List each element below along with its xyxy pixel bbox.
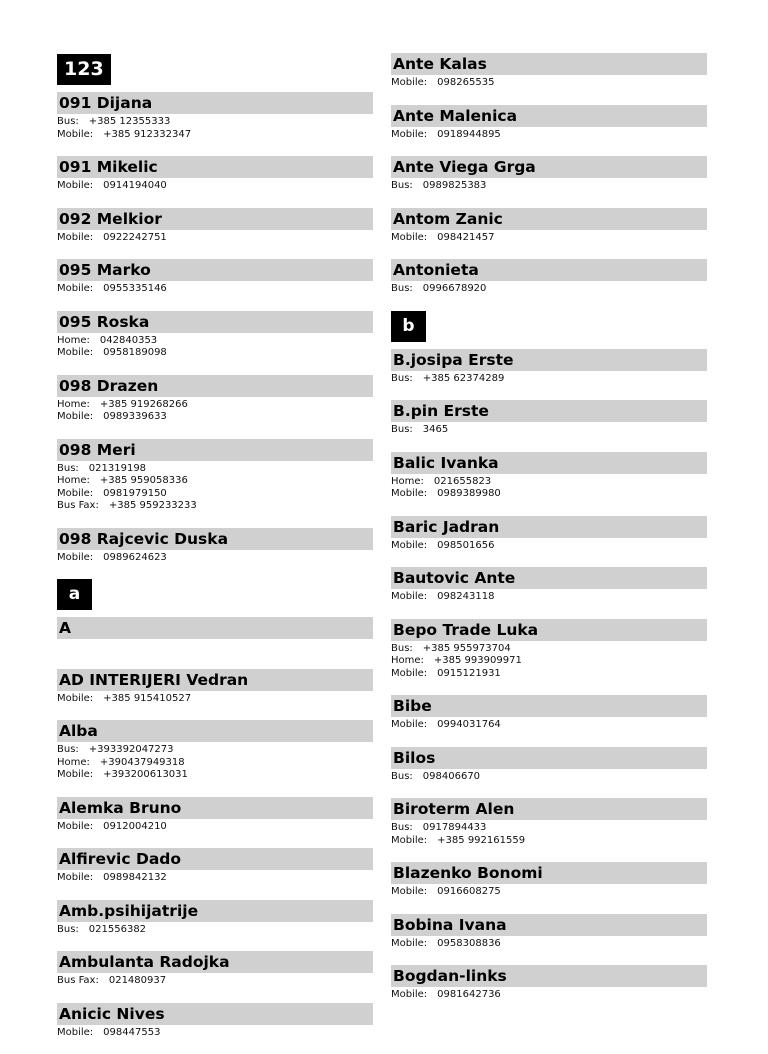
contact-detail-line bbox=[391, 540, 707, 553]
phone-number: 0915121931 bbox=[437, 667, 501, 679]
contact-detail-line bbox=[57, 1027, 373, 1040]
contact-name: 095 Marko bbox=[57, 259, 373, 281]
phone-number: 0994031764 bbox=[437, 719, 501, 730]
contact-detail-line bbox=[57, 411, 373, 424]
contact-name: Balic Ivanka bbox=[391, 452, 707, 474]
contact-entry bbox=[391, 965, 707, 1002]
section-header-b: b bbox=[391, 311, 426, 342]
contact-detail-line bbox=[57, 693, 373, 706]
contact-entry bbox=[57, 156, 373, 193]
contact-detail-line bbox=[57, 463, 373, 476]
contact-details bbox=[57, 114, 373, 141]
contact-name: Ante Malenica bbox=[391, 105, 707, 127]
contact-details bbox=[57, 230, 373, 245]
contact-details bbox=[57, 870, 373, 885]
contact-detail-line bbox=[391, 591, 707, 604]
contact-detail-line bbox=[391, 373, 707, 386]
phone-label: Mobile: bbox=[391, 77, 428, 88]
contact-entry bbox=[57, 617, 373, 654]
phone-number: +393392047273 bbox=[88, 744, 174, 755]
contact-details bbox=[391, 474, 707, 501]
phone-label: Mobile: bbox=[57, 1026, 94, 1038]
contact-entry bbox=[57, 528, 373, 565]
contact-detail-line bbox=[57, 757, 373, 770]
phone-number: 0958189098 bbox=[103, 347, 167, 358]
phone-label: Bus: bbox=[57, 744, 79, 755]
contact-detail-line bbox=[391, 77, 707, 90]
contact-detail-line bbox=[391, 771, 707, 784]
phone-label: Mobile: bbox=[391, 834, 428, 846]
phone-label: Mobile: bbox=[57, 283, 94, 294]
phone-label: Home: bbox=[57, 756, 90, 768]
phone-label: Home: bbox=[57, 475, 90, 486]
contact-name: A bbox=[57, 617, 373, 639]
contact-details bbox=[391, 538, 707, 553]
contact-details bbox=[391, 641, 707, 681]
contact-detail-line bbox=[57, 283, 373, 296]
contact-entry bbox=[57, 797, 373, 834]
phone-label: Home: bbox=[391, 655, 424, 666]
phone-number: +385 955973704 bbox=[422, 642, 511, 654]
contact-detail-line bbox=[391, 719, 707, 732]
phone-number: 0922242751 bbox=[103, 231, 167, 243]
contact-details bbox=[57, 397, 373, 424]
phone-label: Home: bbox=[57, 398, 90, 410]
contact-entry bbox=[391, 695, 707, 732]
contact-detail-line bbox=[57, 129, 373, 142]
left-column bbox=[57, 54, 373, 1054]
phone-label: Bus: bbox=[391, 770, 413, 782]
phone-label: Mobile: bbox=[391, 231, 428, 243]
phone-label: Mobile: bbox=[57, 551, 94, 563]
phone-number: 021655823 bbox=[433, 475, 492, 487]
phone-label: Mobile: bbox=[57, 692, 94, 704]
contact-details bbox=[391, 230, 707, 245]
contact-name: Ante Kalas bbox=[391, 53, 707, 75]
phone-number: +393200613031 bbox=[103, 769, 188, 780]
contact-detail-line bbox=[391, 129, 707, 142]
contact-detail-line bbox=[57, 180, 373, 193]
contact-entry bbox=[391, 798, 707, 847]
phone-label: Mobile: bbox=[391, 719, 428, 730]
phone-number: 0917894433 bbox=[422, 822, 487, 833]
phone-label: Mobile: bbox=[391, 989, 428, 1000]
contact-detail-line bbox=[391, 283, 707, 296]
contact-name: Alba bbox=[57, 720, 373, 742]
contact-name: Baric Jadran bbox=[391, 516, 707, 538]
contact-details bbox=[57, 333, 373, 360]
contact-detail-line bbox=[391, 488, 707, 501]
contact-entry bbox=[391, 862, 707, 899]
phone-label: Mobile: bbox=[391, 937, 428, 949]
phone-label: Bus: bbox=[57, 923, 79, 935]
contact-detail-line bbox=[57, 347, 373, 360]
contact-details bbox=[391, 281, 707, 296]
phone-label: Mobile: bbox=[391, 667, 428, 679]
contact-detail-line bbox=[57, 552, 373, 565]
contact-detail-line bbox=[57, 232, 373, 245]
phone-label: Bus: bbox=[57, 462, 79, 474]
contact-name: Bepo Trade Luka bbox=[391, 619, 707, 641]
contact-name: Anicic Nives bbox=[57, 1003, 373, 1025]
phone-label: Mobile: bbox=[57, 231, 94, 243]
phone-label: Mobile: bbox=[391, 886, 428, 897]
phone-label: Mobile: bbox=[391, 591, 428, 602]
contact-entry bbox=[57, 848, 373, 885]
contact-name: Antonieta bbox=[391, 259, 707, 281]
phone-label: Bus: bbox=[391, 283, 413, 294]
contact-entry bbox=[391, 914, 707, 951]
phone-number: +385 919268266 bbox=[99, 398, 188, 410]
contact-entry bbox=[57, 259, 373, 296]
contact-entry bbox=[391, 400, 707, 437]
phone-number: 0989389980 bbox=[437, 488, 501, 499]
phone-number: 098447553 bbox=[103, 1026, 161, 1038]
contact-details bbox=[391, 422, 707, 437]
contact-detail-line bbox=[391, 655, 707, 668]
phone-label: Bus: bbox=[57, 116, 79, 127]
contact-name: 091 Dijana bbox=[57, 92, 373, 114]
contact-entry bbox=[391, 516, 707, 553]
contact-detail-line bbox=[391, 643, 707, 656]
contact-detail-line bbox=[391, 232, 707, 245]
phone-number: 0912004210 bbox=[103, 820, 167, 832]
contact-entry bbox=[57, 375, 373, 424]
phone-number: 021556382 bbox=[88, 923, 147, 935]
phone-label: Mobile: bbox=[391, 488, 428, 499]
contact-detail-line bbox=[391, 989, 707, 1002]
contact-name: Bautovic Ante bbox=[391, 567, 707, 589]
phone-label: Mobile: bbox=[57, 487, 94, 499]
contact-entry bbox=[57, 439, 373, 513]
phone-number: +385 992161559 bbox=[437, 834, 526, 846]
contact-entry bbox=[57, 720, 373, 782]
contact-details bbox=[391, 884, 707, 899]
contact-details bbox=[57, 691, 373, 706]
contact-detail-line bbox=[391, 886, 707, 899]
contact-details bbox=[391, 987, 707, 1002]
phone-label: Mobile: bbox=[57, 769, 94, 780]
section-header-123: 123 bbox=[57, 54, 111, 85]
phone-number: 021319198 bbox=[88, 462, 147, 474]
phone-number: 098501656 bbox=[437, 539, 495, 551]
contact-details bbox=[391, 717, 707, 732]
phone-number: 098406670 bbox=[422, 770, 481, 782]
contact-detail-line bbox=[57, 744, 373, 757]
phone-number: 0989825383 bbox=[422, 180, 487, 191]
contact-detail-line bbox=[57, 924, 373, 937]
contact-entry bbox=[391, 567, 707, 604]
phone-number: 0981979150 bbox=[103, 487, 167, 499]
contact-detail-line bbox=[391, 822, 707, 835]
contact-details bbox=[57, 639, 373, 654]
contact-details bbox=[391, 820, 707, 847]
contact-name: 092 Melkior bbox=[57, 208, 373, 230]
contact-entry bbox=[391, 156, 707, 193]
contact-details bbox=[57, 178, 373, 193]
phone-label: Bus: bbox=[391, 424, 413, 435]
contact-detail-line bbox=[57, 500, 373, 513]
phone-number: 042840353 bbox=[99, 334, 158, 346]
contact-name: Biroterm Alen bbox=[391, 798, 707, 820]
section-header-a: a bbox=[57, 579, 92, 610]
phone-number: +385 959058336 bbox=[99, 475, 188, 486]
contact-detail-line bbox=[57, 475, 373, 488]
contact-detail-line bbox=[57, 975, 373, 988]
phone-label: Bus Fax: bbox=[57, 500, 99, 511]
contact-entry bbox=[57, 900, 373, 937]
contact-details bbox=[391, 769, 707, 784]
phone-label: Home: bbox=[391, 475, 424, 487]
contact-name: Bibe bbox=[391, 695, 707, 717]
phone-number: 0996678920 bbox=[422, 283, 487, 294]
phone-label: Mobile: bbox=[57, 820, 94, 832]
contact-detail-line bbox=[57, 488, 373, 501]
contact-details bbox=[391, 75, 707, 90]
phone-number: 0916608275 bbox=[437, 886, 501, 897]
contact-name: Alfirevic Dado bbox=[57, 848, 373, 870]
contact-details bbox=[57, 550, 373, 565]
contact-entry bbox=[391, 349, 707, 386]
phone-label: Mobile: bbox=[57, 128, 94, 140]
contact-name: Ante Viega Grga bbox=[391, 156, 707, 178]
contact-details bbox=[57, 742, 373, 782]
phone-number: +385 62374289 bbox=[422, 372, 505, 384]
phone-number: 0989339633 bbox=[103, 411, 167, 422]
phone-number: 0914194040 bbox=[103, 180, 167, 191]
contact-entry bbox=[391, 259, 707, 296]
contact-entry bbox=[391, 105, 707, 142]
contact-name: Blazenko Bonomi bbox=[391, 862, 707, 884]
phone-label: Mobile: bbox=[391, 539, 428, 551]
contact-details bbox=[391, 127, 707, 142]
contact-entry bbox=[57, 92, 373, 141]
phone-number: 098265535 bbox=[437, 77, 495, 88]
contact-name: Bilos bbox=[391, 747, 707, 769]
contact-name: AD INTERIJERI Vedran bbox=[57, 669, 373, 691]
contact-name: B.josipa Erste bbox=[391, 349, 707, 371]
contact-details bbox=[57, 973, 373, 988]
contact-detail-line bbox=[391, 476, 707, 489]
contact-details bbox=[57, 461, 373, 513]
phone-number: +385 959233233 bbox=[108, 500, 197, 511]
contact-entry bbox=[57, 208, 373, 245]
phone-number: 0989624623 bbox=[103, 551, 167, 563]
contact-name: Bogdan-links bbox=[391, 965, 707, 987]
contact-name: 098 Rajcevic Duska bbox=[57, 528, 373, 550]
contact-detail-line bbox=[57, 335, 373, 348]
contact-details bbox=[57, 1025, 373, 1040]
contact-name: Antom Zanic bbox=[391, 208, 707, 230]
phone-number: 0989842132 bbox=[103, 872, 167, 883]
contact-details bbox=[391, 371, 707, 386]
phone-label: Bus Fax: bbox=[57, 975, 99, 986]
contact-entry bbox=[391, 747, 707, 784]
contact-detail-line bbox=[391, 424, 707, 437]
contact-name: 098 Meri bbox=[57, 439, 373, 461]
contact-details bbox=[391, 936, 707, 951]
phone-label: Bus: bbox=[391, 372, 413, 384]
phone-number: 0958308836 bbox=[437, 937, 501, 949]
contact-details bbox=[57, 281, 373, 296]
contact-detail-line bbox=[57, 821, 373, 834]
contact-detail-line bbox=[57, 872, 373, 885]
phone-label: Mobile: bbox=[57, 180, 94, 191]
phone-number: +390437949318 bbox=[99, 756, 185, 768]
contact-detail-line bbox=[57, 116, 373, 129]
phone-number: 021480937 bbox=[108, 975, 167, 986]
phone-number: +385 915410527 bbox=[103, 692, 192, 704]
contact-name: 098 Drazen bbox=[57, 375, 373, 397]
contact-detail-line bbox=[391, 938, 707, 951]
contact-detail-line bbox=[57, 641, 373, 654]
contact-details bbox=[57, 819, 373, 834]
contact-entry bbox=[57, 951, 373, 988]
contact-entry bbox=[391, 208, 707, 245]
phone-label: Mobile: bbox=[57, 347, 94, 358]
phone-number: +385 912332347 bbox=[103, 128, 192, 140]
phone-label: Bus: bbox=[391, 822, 413, 833]
contact-detail-line bbox=[391, 180, 707, 193]
contact-detail-line bbox=[57, 399, 373, 412]
phone-number: 098421457 bbox=[437, 231, 495, 243]
phone-label: Bus: bbox=[391, 180, 413, 191]
contact-name: B.pin Erste bbox=[391, 400, 707, 422]
contact-entry bbox=[391, 452, 707, 501]
phone-number: 0955335146 bbox=[103, 283, 167, 294]
contact-details bbox=[391, 589, 707, 604]
contact-detail-line bbox=[391, 668, 707, 681]
contact-details bbox=[57, 922, 373, 937]
contact-details bbox=[391, 178, 707, 193]
phone-number: +385 12355333 bbox=[88, 116, 171, 127]
contact-name: Bobina Ivana bbox=[391, 914, 707, 936]
phone-label: Mobile: bbox=[391, 128, 428, 140]
phone-label: Bus: bbox=[391, 642, 413, 654]
contact-entry bbox=[57, 669, 373, 706]
contact-name: Ambulanta Radojka bbox=[57, 951, 373, 973]
contact-name: Alemka Bruno bbox=[57, 797, 373, 819]
phone-number: 0918944895 bbox=[437, 128, 501, 140]
contact-name: 095 Roska bbox=[57, 311, 373, 333]
phone-label: Home: bbox=[57, 334, 90, 346]
phone-number: +385 993909971 bbox=[433, 655, 522, 666]
phone-number: 0981642736 bbox=[437, 989, 501, 1000]
contact-entry bbox=[57, 1003, 373, 1040]
contact-detail-line bbox=[391, 835, 707, 848]
contact-entry bbox=[391, 53, 707, 90]
contact-detail-line bbox=[57, 769, 373, 782]
phone-number: 098243118 bbox=[437, 591, 495, 602]
contact-name: Amb.psihijatrije bbox=[57, 900, 373, 922]
phone-label: Mobile: bbox=[57, 872, 94, 883]
phone-number: 3465 bbox=[422, 424, 449, 435]
right-column bbox=[391, 53, 707, 1017]
contact-entry bbox=[57, 311, 373, 360]
phone-label: Mobile: bbox=[57, 411, 94, 422]
contact-name: 091 Mikelic bbox=[57, 156, 373, 178]
contact-entry bbox=[391, 619, 707, 681]
